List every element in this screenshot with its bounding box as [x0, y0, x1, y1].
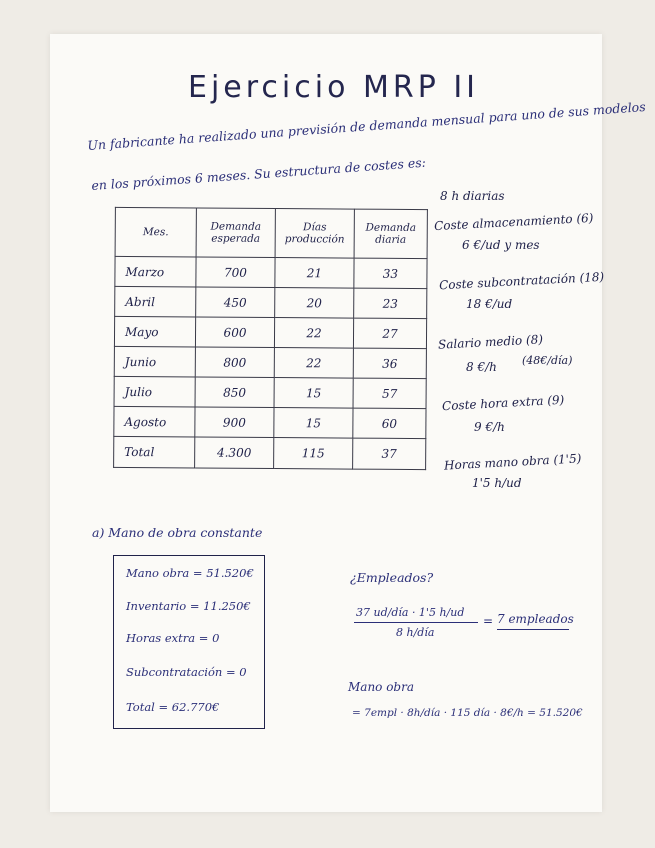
- cell-daily: 36: [353, 348, 426, 379]
- employees-numerator: 37 ud/día · 1'5 h/ud: [356, 606, 465, 619]
- cell-demand: 900: [195, 407, 274, 438]
- employees-denominator: 8 h/día: [396, 626, 435, 639]
- result-inventory: Inventario = 11.250€: [126, 599, 251, 613]
- cell-daily: 27: [353, 318, 426, 349]
- result-overtime: Horas extra = 0: [126, 631, 220, 645]
- equals-sign: =: [483, 614, 494, 628]
- labor-calculation: = 7empl · 8h/día · 115 día · 8€/h = 51.520€: [352, 707, 583, 719]
- salary-note: (48€/día): [522, 354, 573, 367]
- cell-month: Julio: [114, 376, 195, 407]
- header-expected-demand: Demanda esperada: [196, 208, 275, 258]
- labor-hours-value: 1'5 h/ud: [472, 476, 522, 490]
- table-row: [115, 256, 427, 288]
- cell-demand: 700: [196, 257, 275, 288]
- employees-result: 7 empleados: [497, 612, 574, 626]
- cell-days: 15: [274, 378, 353, 409]
- page-title: Ejercicio MRP II: [188, 70, 480, 105]
- table-row: [114, 316, 426, 348]
- cell-days: 15: [274, 408, 353, 439]
- header-daily-demand: Demanda diaria: [354, 209, 427, 259]
- cell-demand: 800: [195, 347, 274, 378]
- table-row: [114, 406, 426, 438]
- cell-daily: 23: [354, 288, 427, 319]
- cell-days: 22: [274, 318, 353, 349]
- cell-days: 21: [275, 258, 354, 289]
- storage-cost-value: 6 €/ud y mes: [462, 238, 540, 252]
- table-total-row: [114, 436, 426, 469]
- subcontract-cost-label: Coste subcontratación (18): [438, 269, 605, 293]
- labor-title: Mano obra: [348, 680, 415, 694]
- table-header-row: [115, 207, 427, 258]
- cell-days: 115: [274, 438, 353, 470]
- result-total: Total = 62.770€: [126, 700, 220, 714]
- section-a-heading: a) Mano de obra constante: [92, 525, 263, 540]
- labor-hours-label: Horas mano obra (1'5): [443, 451, 582, 473]
- result-subcontract: Subcontratación = 0: [126, 665, 247, 679]
- result-underline: [497, 629, 569, 630]
- subcontract-cost-value: 18 €/ud: [466, 297, 513, 311]
- header-month: Mes.: [115, 207, 196, 257]
- cell-daily: 37: [353, 438, 426, 470]
- header-production-days: Días producción: [275, 209, 354, 259]
- table-row: [114, 346, 426, 378]
- cell-demand: 850: [195, 377, 274, 408]
- salary-value: 8 €/h: [466, 360, 497, 374]
- table-row: [114, 376, 426, 408]
- cell-demand: 450: [196, 287, 275, 318]
- salary-label: Salario medio (8): [437, 332, 544, 352]
- cell-demand: 4.300: [195, 437, 274, 469]
- table-row: [115, 286, 427, 318]
- cell-days: 20: [275, 288, 354, 319]
- cell-daily: 33: [354, 258, 427, 289]
- cell-month: Mayo: [114, 316, 195, 347]
- overtime-cost-value: 9 €/h: [474, 420, 505, 434]
- intro-line-2: en los próximos 6 meses. Su estructura de costes es:: [90, 154, 427, 193]
- storage-cost-label: Coste almacenamiento (6): [433, 210, 594, 234]
- cell-daily: 57: [353, 378, 426, 409]
- cell-month: Abril: [115, 286, 196, 317]
- cell-daily: 60: [353, 408, 426, 439]
- overtime-cost-label: Coste hora extra (9): [441, 392, 565, 414]
- fraction-bar: [354, 622, 478, 623]
- cell-days: 22: [274, 348, 353, 379]
- cell-demand: 600: [195, 317, 274, 348]
- cell-month: Agosto: [114, 406, 195, 437]
- cell-month: Total: [114, 436, 195, 468]
- demand-table: [113, 207, 428, 470]
- cell-month: Marzo: [115, 256, 196, 287]
- employees-question: ¿Empleados?: [350, 570, 434, 585]
- result-labor: Mano obra = 51.520€: [126, 566, 254, 580]
- results-box: [113, 555, 265, 729]
- cell-month: Junio: [114, 346, 195, 377]
- intro-line-1: Un fabricante ha realizado una previsión de demanda mensual para uno de sus modelos: [86, 99, 647, 153]
- hours-per-day: 8 h diarias: [440, 189, 505, 203]
